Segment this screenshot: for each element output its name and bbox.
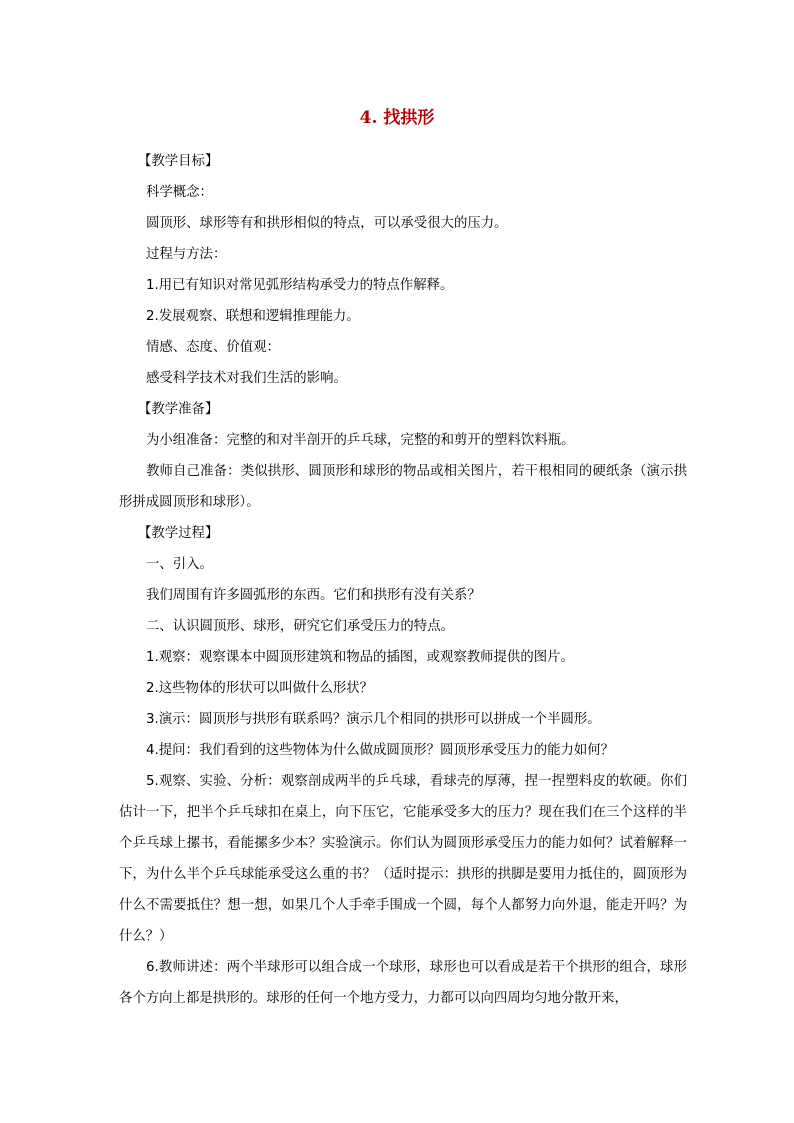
paragraph-science-concept-label: 科学概念： [146, 185, 213, 200]
paragraph-group-preparation: 为小组准备：完整的和对半剖开的乒乓球，完整的和剪开的塑料饮料瓶。 [146, 433, 575, 448]
paragraph-teacher-preparation: 教师自己准备：类似拱形、圆顶形和球形的物品或相关图片，若干根相同的硬纸条（演示拱形拼成圆顶形和球形）。 [119, 464, 687, 510]
section-heading-process: 【教学过程】 [138, 526, 219, 541]
document-body [119, 146, 687, 1014]
section-heading-preparation: 【教学准备】 [138, 402, 219, 417]
paragraph-process-method-label: 过程与方法： [146, 247, 227, 262]
paragraph-step-5: 5.观察、实验、分析：观察剖成两半的乒乓球，看球壳的厚薄，捏一捏塑料皮的软硬。你们估计一下，把半个乒乓球扣在桌上，向下压它，它能承受多大的压力？现在我们在三个这样的半个乒乓球上摞书，看能摞多少本？实验演示。你们认为圆顶形承受压力的能力如何？试着解释一下，为什么半个乒乓球能承受这么重的书？（适时提示：拱形的拱脚是要用力抵住的，圆顶形为什么不需要抵住？想一想，如果几个人手牵手围成一个圆，每个人都努力向外退，能走开吗？为什么？） [119, 774, 687, 944]
paragraph-process-item-2: 2.发展观察、联想和逻辑推理能力。 [146, 309, 360, 324]
paragraph-part-1-heading: 一、引入。 [146, 557, 213, 572]
paragraph-step-1: 1.观察：观察课本中圆顶形建筑和物品的插图，或观察教师提供的图片。 [146, 650, 574, 665]
paragraph-step-4: 4.提问：我们看到的这些物体为什么做成圆顶形？圆顶形承受压力的能力如何？ [146, 743, 615, 758]
paragraph-values-label: 情感、态度、价值观： [146, 340, 280, 355]
section-heading-objectives: 【教学目标】 [138, 154, 219, 169]
paragraph-science-concept: 圆顶形、球形等有和拱形相似的特点，可以承受很大的压力。 [146, 216, 508, 231]
paragraph-step-6: 6.教师讲述：两个半球形可以组合成一个球形，球形也可以看成是若干个拱形的组合，球形各个方向上都是拱形的。球形的任何一个地方受力，力都可以向四周均匀地分散开来， [119, 960, 687, 1006]
paragraph-process-item-1: 1.用已有知识对常见弧形结构承受力的特点作解释。 [146, 278, 454, 293]
document-title: 4. 找拱形 [359, 108, 435, 128]
paragraph-intro-question: 我们周围有许多圆弧形的东西。它们和拱形有没有关系？ [146, 588, 481, 603]
paragraph-step-2: 2.这些物体的形状可以叫做什么形状？ [146, 681, 374, 696]
paragraph-step-3: 3.演示：圆顶形与拱形有联系吗？演示几个相同的拱形可以拼成一个半圆形。 [146, 712, 601, 727]
paragraph-values: 感受科学技术对我们生活的影响。 [146, 371, 347, 386]
paragraph-part-2-heading: 二、认识圆顶形、球形，研究它们承受压力的特点。 [146, 619, 454, 634]
